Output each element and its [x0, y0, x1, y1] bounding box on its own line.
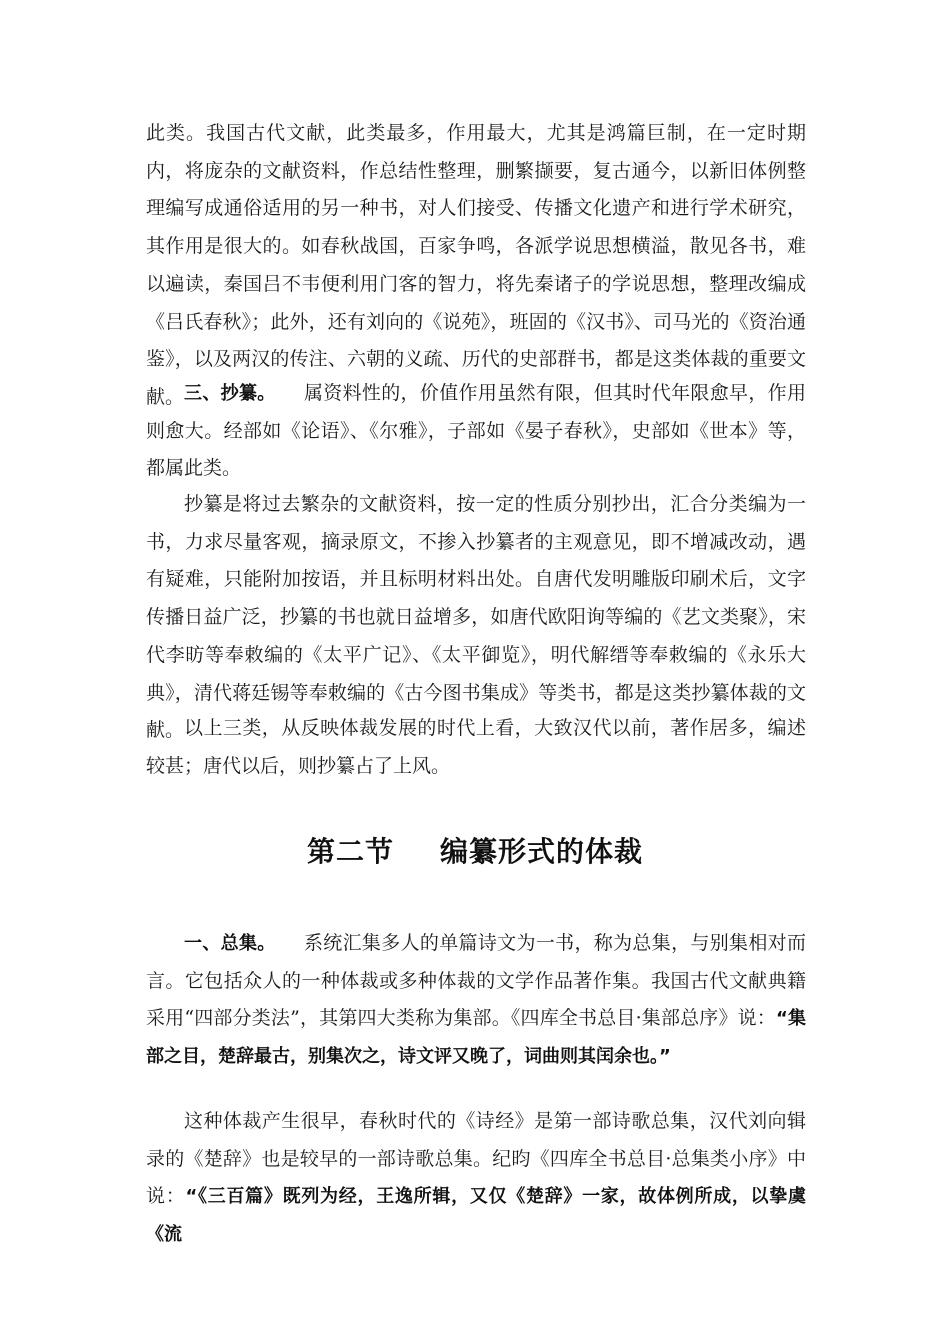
paragraph-compilation-works	[146, 115, 806, 417]
paragraph-text: 这种体裁产生很早，春秋时代的《诗经》是第一部诗歌总集，汉代刘向辑录的《楚辞》也是较早的一部诗歌总集。纪昀《四库全书总目·总集类小序》中说：	[146, 1110, 806, 1208]
paragraph-text: 属资料性的，价值作用虽然有限，但其时代年限愈早，作用则愈大。经部如《论语》、《尔雅》，子部如《晏子春秋》，史部如《世本》等，都属此类。	[146, 382, 807, 480]
paragraph-text: 以上三类，从反映体裁发展的时代上看，大致汉代以前，著作居多，编述较甚；唐代以后，则抄纂占了上风。	[146, 717, 806, 777]
paragraph-chaozuan	[146, 375, 806, 488]
quotation: “《三百篇》既列为经，王逸所辑，又仅《楚辞》一家，故体例所成，以挚虞《流	[146, 1186, 806, 1246]
paragraph-text: 系统汇集多人的单篇诗文为一书，称为总集，与别集相对而言。它包括众人的一种体裁或多种体裁的文学作品著作集。我国古代文献典籍采用“四部分类法”，其第四大类称为集部。《四库全书总目·集部总序》说：	[146, 932, 807, 1030]
paragraph-zongji-history	[146, 1103, 806, 1254]
subheading-chaozuan: 三、抄纂。	[184, 383, 276, 404]
quotation: “集部之目，楚辞最古，别集次之，诗文评又晚了，词曲则其闰余也。”	[146, 1008, 806, 1068]
section-number: 第二节	[306, 835, 394, 868]
subheading-zongji: 一、总集。	[184, 933, 276, 954]
paragraph-summary	[146, 710, 806, 785]
section-title: 编纂形式的体裁	[440, 835, 644, 868]
paragraph-text: 此类。我国古代文献，此类最多，作用最大，尤其是鸿篇巨制，在一定时期内，将庞杂的文献资料，作总结性整理，删繁撷要，复古通今，以新旧体例整理编写成通俗适用的另一种书，对人们接受、传播文化遗产和进行学术研究，其作用是很大的。如春秋战国，百家争鸣，各派学说思想横溢，散见各书，难以遍读，秦国吕不韦便利用门客的智力，将先秦诸子的学说思想，整理改编成《吕氏春秋》；此外，还有刘向的《说苑》，班固的《汉书》、司马光的《资治通鉴》，以及两汉的传注、六朝的义疏、历代的史部群书，都是这类体裁的重要文献。	[146, 122, 806, 408]
paragraph-zongji	[146, 925, 806, 1076]
paragraph-text: 抄纂是将过去繁杂的文献资料，按一定的性质分别抄出，汇合分类编为一书，力求尽量客观，摘录原文，不掺入抄纂者的主观意见，即不增减改动，遇有疑难，只能附加按语，并且标明材料出处。自唐代发明雕版印刷术后，文字传播日益广泛，抄纂的书也就日益增多，如唐代欧阳询等编的《艺文类聚》，宋代李昉等奉敕编的《太平广记》、《太平御览》，明代解缙等奉敕编的《永乐大典》，清代蒋廷锡等奉敕编的《古今图书集成》等类书，都是这类抄纂体裁的文献。	[146, 493, 806, 742]
section-heading	[0, 830, 950, 870]
